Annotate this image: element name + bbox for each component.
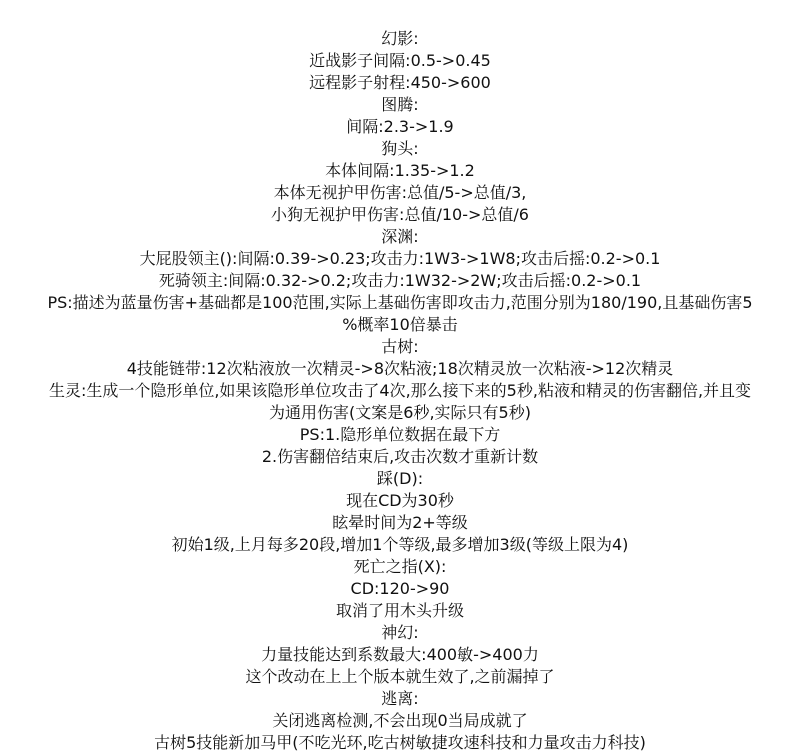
text-line: PS:描述为蓝量伤害+基础都是100范围,实际上基础伤害即攻击力,范围分别为180/190,且基础伤害5: [47, 293, 753, 312]
text-line: 远程影子射程:450->600: [309, 73, 491, 92]
text-line: 死骑领主:间隔:0.32->0.2;攻击力:1W32->2W;攻击后摇:0.2->0.1: [158, 271, 642, 290]
section-heading-finger-of-death: 死亡之指(X):: [353, 557, 447, 576]
section-heading-divine-phantom: 神幻:: [381, 623, 419, 642]
text-line: 为通用伤害(文案是6秒,实际只有5秒): [269, 403, 531, 422]
text-line: 4技能链带:12次粘液放一次精灵->8次粘液;18次精灵放一次粘液->12次精灵: [126, 359, 674, 378]
text-line: 取消了用木头升级: [335, 601, 464, 620]
text-line: %概率10倍暴击: [342, 315, 458, 334]
text-line: 关闭逃离检测,不会出现0当局成就了: [272, 711, 528, 730]
text-line: 小狗无视护甲伤害:总值/10->总值/6: [271, 205, 529, 224]
patch-notes-document: [0, 28, 800, 754]
text-line: 近战影子间隔:0.5->0.45: [309, 51, 491, 70]
text-line: CD:120->90: [350, 579, 450, 598]
text-line: 生灵:生成一个隐形单位,如果该隐形单位攻击了4次,那么接下来的5秒,粘液和精灵的伤害翻倍,并且变: [48, 381, 752, 400]
text-line: 大屁股领主():间隔:0.39->0.23;攻击力:1W3->1W8;攻击后摇:0.2->0.1: [139, 249, 661, 268]
text-line: 2.伤害翻倍结束后,攻击次数才重新计数: [261, 447, 539, 466]
text-line: 这个改动在上上个版本就生效了,之前漏掉了: [245, 667, 555, 686]
text-line: 本体无视护甲伤害:总值/5->总值/3,: [273, 183, 527, 202]
section-heading-ancient-tree: 古树:: [381, 337, 419, 356]
text-line: 现在CD为30秒: [346, 491, 454, 510]
section-heading-doghead: 狗头:: [381, 139, 419, 158]
text-line: 力量技能达到系数最大:400敏->400力: [261, 645, 539, 664]
section-heading-escape: 逃离:: [381, 689, 419, 708]
text-line: 本体间隔:1.35->1.2: [325, 161, 475, 180]
text-line: PS:1.隐形单位数据在最下方: [299, 425, 501, 444]
text-line: 间隔:2.3->1.9: [346, 117, 454, 136]
text-line: 初始1级,上月每多20段,增加1个等级,最多增加3级(等级上限为4): [171, 535, 629, 554]
text-line: 古树5技能新加马甲(不吃光环,吃古树敏捷攻速科技和力量攻击力科技): [154, 733, 646, 752]
section-heading-stomp: 踩(D):: [376, 469, 424, 488]
section-heading-phantom: 幻影:: [381, 29, 419, 48]
section-heading-totem: 图腾:: [381, 95, 419, 114]
text-line: 眩晕时间为2+等级: [332, 513, 468, 532]
section-heading-abyss: 深渊:: [381, 227, 419, 246]
